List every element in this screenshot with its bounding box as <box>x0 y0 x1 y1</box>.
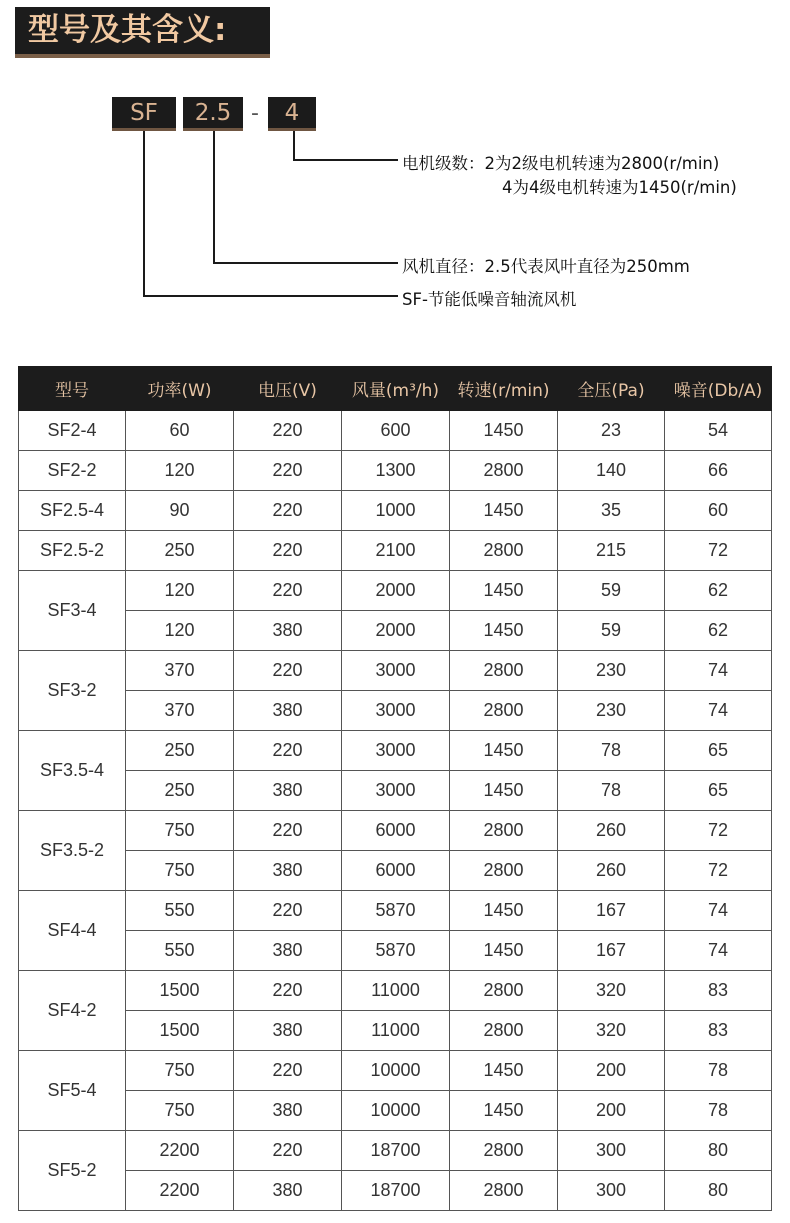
cell-power: 550 <box>126 931 234 971</box>
cell-power: 1500 <box>126 971 234 1011</box>
table-row <box>19 491 772 531</box>
cell-model: SF2.5-4 <box>19 491 126 531</box>
cell-speed: 2800 <box>450 1011 558 1051</box>
cell-model: SF2.5-2 <box>19 531 126 571</box>
leader-line-series-h <box>143 295 398 297</box>
leader-line-diameter-v <box>213 131 215 264</box>
cell-airflow: 5870 <box>342 931 450 971</box>
cell-speed: 2800 <box>450 851 558 891</box>
header-voltage: 电压(V) <box>234 367 342 411</box>
cell-speed: 1450 <box>450 571 558 611</box>
cell-airflow: 18700 <box>342 1131 450 1171</box>
header-speed: 转速(r/min) <box>450 367 558 411</box>
cell-pressure: 78 <box>558 731 665 771</box>
cell-pressure: 59 <box>558 611 665 651</box>
cell-voltage: 380 <box>234 771 342 811</box>
code-dash: - <box>251 101 259 126</box>
cell-speed: 2800 <box>450 651 558 691</box>
cell-pressure: 23 <box>558 411 665 451</box>
cell-airflow: 3000 <box>342 771 450 811</box>
table-row <box>19 571 772 611</box>
cell-voltage: 220 <box>234 571 342 611</box>
cell-speed: 2800 <box>450 1171 558 1211</box>
cell-power: 750 <box>126 811 234 851</box>
table-row <box>19 931 772 971</box>
leader-line-series-v <box>143 131 145 297</box>
header-airflow: 风量(m³/h) <box>342 367 450 411</box>
page-title: 型号及其含义: <box>15 7 270 58</box>
cell-speed: 2800 <box>450 531 558 571</box>
cell-power: 1500 <box>126 1011 234 1051</box>
cell-airflow: 3000 <box>342 691 450 731</box>
cell-speed: 1450 <box>450 411 558 451</box>
cell-model: SF4-4 <box>19 891 126 971</box>
annotation-diameter: 风机直径：2.5代表风叶直径为250mm <box>402 257 690 276</box>
cell-airflow: 3000 <box>342 731 450 771</box>
cell-power: 120 <box>126 571 234 611</box>
cell-pressure: 260 <box>558 851 665 891</box>
cell-noise: 74 <box>665 891 772 931</box>
cell-airflow: 18700 <box>342 1171 450 1211</box>
cell-model: SF2-2 <box>19 451 126 491</box>
header-noise: 噪音(Db/A) <box>665 367 772 411</box>
cell-power: 370 <box>126 691 234 731</box>
cell-voltage: 220 <box>234 451 342 491</box>
cell-power: 250 <box>126 771 234 811</box>
leader-line-diameter-h <box>213 262 398 264</box>
cell-speed: 2800 <box>450 971 558 1011</box>
header-power: 功率(W) <box>126 367 234 411</box>
cell-model: SF3.5-2 <box>19 811 126 891</box>
cell-noise: 74 <box>665 931 772 971</box>
cell-speed: 1450 <box>450 891 558 931</box>
table-row <box>19 891 772 931</box>
cell-model: SF3-2 <box>19 651 126 731</box>
cell-model: SF4-2 <box>19 971 126 1051</box>
cell-voltage: 380 <box>234 931 342 971</box>
cell-airflow: 6000 <box>342 851 450 891</box>
cell-speed: 1450 <box>450 491 558 531</box>
cell-pressure: 78 <box>558 771 665 811</box>
cell-noise: 83 <box>665 971 772 1011</box>
cell-airflow: 600 <box>342 411 450 451</box>
cell-noise: 60 <box>665 491 772 531</box>
cell-airflow: 3000 <box>342 651 450 691</box>
cell-airflow: 1000 <box>342 491 450 531</box>
spec-table <box>18 366 772 1211</box>
cell-airflow: 5870 <box>342 891 450 931</box>
cell-voltage: 220 <box>234 651 342 691</box>
code-part-series: SF <box>112 97 176 131</box>
table-row <box>19 1131 772 1171</box>
cell-noise: 62 <box>665 611 772 651</box>
cell-voltage: 380 <box>234 851 342 891</box>
header-model: 型号 <box>19 367 126 411</box>
cell-pressure: 300 <box>558 1171 665 1211</box>
cell-speed: 2800 <box>450 811 558 851</box>
table-row <box>19 1171 772 1211</box>
cell-noise: 80 <box>665 1131 772 1171</box>
cell-speed: 2800 <box>450 451 558 491</box>
annotation-poles-line2: 4为4级电机转速为1450(r/min) <box>502 178 737 197</box>
cell-voltage: 220 <box>234 1051 342 1091</box>
header-pressure: 全压(Pa) <box>558 367 665 411</box>
cell-noise: 65 <box>665 731 772 771</box>
cell-speed: 1450 <box>450 611 558 651</box>
cell-power: 120 <box>126 451 234 491</box>
cell-power: 750 <box>126 1091 234 1131</box>
table-row <box>19 851 772 891</box>
table-body <box>19 411 772 1211</box>
leader-line-poles-v <box>293 131 295 161</box>
cell-model: SF3-4 <box>19 571 126 651</box>
cell-model: SF2-4 <box>19 411 126 451</box>
cell-noise: 72 <box>665 811 772 851</box>
cell-airflow: 10000 <box>342 1051 450 1091</box>
cell-noise: 66 <box>665 451 772 491</box>
cell-noise: 54 <box>665 411 772 451</box>
cell-voltage: 380 <box>234 691 342 731</box>
table-row <box>19 651 772 691</box>
cell-airflow: 10000 <box>342 1091 450 1131</box>
cell-voltage: 380 <box>234 1091 342 1131</box>
cell-pressure: 167 <box>558 891 665 931</box>
cell-pressure: 300 <box>558 1131 665 1171</box>
cell-noise: 72 <box>665 851 772 891</box>
cell-voltage: 380 <box>234 1171 342 1211</box>
cell-power: 750 <box>126 851 234 891</box>
table-row <box>19 531 772 571</box>
cell-pressure: 320 <box>558 971 665 1011</box>
table-row <box>19 451 772 491</box>
cell-speed: 1450 <box>450 931 558 971</box>
cell-pressure: 35 <box>558 491 665 531</box>
cell-pressure: 200 <box>558 1091 665 1131</box>
table-row <box>19 771 772 811</box>
cell-power: 370 <box>126 651 234 691</box>
cell-noise: 80 <box>665 1171 772 1211</box>
cell-pressure: 260 <box>558 811 665 851</box>
table-row <box>19 731 772 771</box>
cell-speed: 2800 <box>450 1131 558 1171</box>
cell-speed: 1450 <box>450 731 558 771</box>
cell-airflow: 11000 <box>342 1011 450 1051</box>
cell-power: 250 <box>126 731 234 771</box>
cell-model: SF5-2 <box>19 1131 126 1211</box>
cell-voltage: 220 <box>234 731 342 771</box>
cell-voltage: 220 <box>234 1131 342 1171</box>
cell-airflow: 1300 <box>342 451 450 491</box>
cell-voltage: 220 <box>234 411 342 451</box>
cell-noise: 74 <box>665 691 772 731</box>
code-part-poles: 4 <box>268 97 316 131</box>
cell-pressure: 215 <box>558 531 665 571</box>
cell-speed: 1450 <box>450 771 558 811</box>
cell-power: 750 <box>126 1051 234 1091</box>
cell-power: 250 <box>126 531 234 571</box>
cell-power: 60 <box>126 411 234 451</box>
cell-speed: 1450 <box>450 1091 558 1131</box>
table-row <box>19 691 772 731</box>
cell-noise: 78 <box>665 1051 772 1091</box>
cell-speed: 2800 <box>450 691 558 731</box>
cell-power: 2200 <box>126 1131 234 1171</box>
cell-pressure: 59 <box>558 571 665 611</box>
table-row <box>19 1091 772 1131</box>
cell-power: 120 <box>126 611 234 651</box>
cell-airflow: 2000 <box>342 611 450 651</box>
cell-voltage: 220 <box>234 811 342 851</box>
code-part-diameter: 2.5 <box>183 97 243 131</box>
annotation-series: SF-节能低噪音轴流风机 <box>402 290 577 309</box>
table-row <box>19 971 772 1011</box>
cell-voltage: 380 <box>234 611 342 651</box>
cell-model: SF3.5-4 <box>19 731 126 811</box>
table-header-row <box>19 367 772 411</box>
table-row <box>19 1011 772 1051</box>
table-row <box>19 1051 772 1091</box>
cell-power: 2200 <box>126 1171 234 1211</box>
cell-pressure: 230 <box>558 651 665 691</box>
cell-pressure: 167 <box>558 931 665 971</box>
cell-model: SF5-4 <box>19 1051 126 1131</box>
cell-voltage: 220 <box>234 891 342 931</box>
cell-noise: 83 <box>665 1011 772 1051</box>
leader-line-poles-h <box>293 159 398 161</box>
cell-noise: 72 <box>665 531 772 571</box>
cell-airflow: 11000 <box>342 971 450 1011</box>
cell-airflow: 2000 <box>342 571 450 611</box>
table-row <box>19 611 772 651</box>
cell-noise: 78 <box>665 1091 772 1131</box>
cell-noise: 62 <box>665 571 772 611</box>
cell-noise: 74 <box>665 651 772 691</box>
cell-power: 550 <box>126 891 234 931</box>
cell-pressure: 200 <box>558 1051 665 1091</box>
cell-pressure: 320 <box>558 1011 665 1051</box>
cell-voltage: 380 <box>234 1011 342 1051</box>
cell-voltage: 220 <box>234 971 342 1011</box>
cell-pressure: 230 <box>558 691 665 731</box>
annotation-poles-line1: 电机级数：2为2级电机转速为2800(r/min) <box>402 154 720 173</box>
cell-voltage: 220 <box>234 491 342 531</box>
cell-voltage: 220 <box>234 531 342 571</box>
cell-power: 90 <box>126 491 234 531</box>
cell-noise: 65 <box>665 771 772 811</box>
table-row <box>19 411 772 451</box>
table-row <box>19 811 772 851</box>
cell-airflow: 2100 <box>342 531 450 571</box>
cell-pressure: 140 <box>558 451 665 491</box>
cell-airflow: 6000 <box>342 811 450 851</box>
cell-speed: 1450 <box>450 1051 558 1091</box>
